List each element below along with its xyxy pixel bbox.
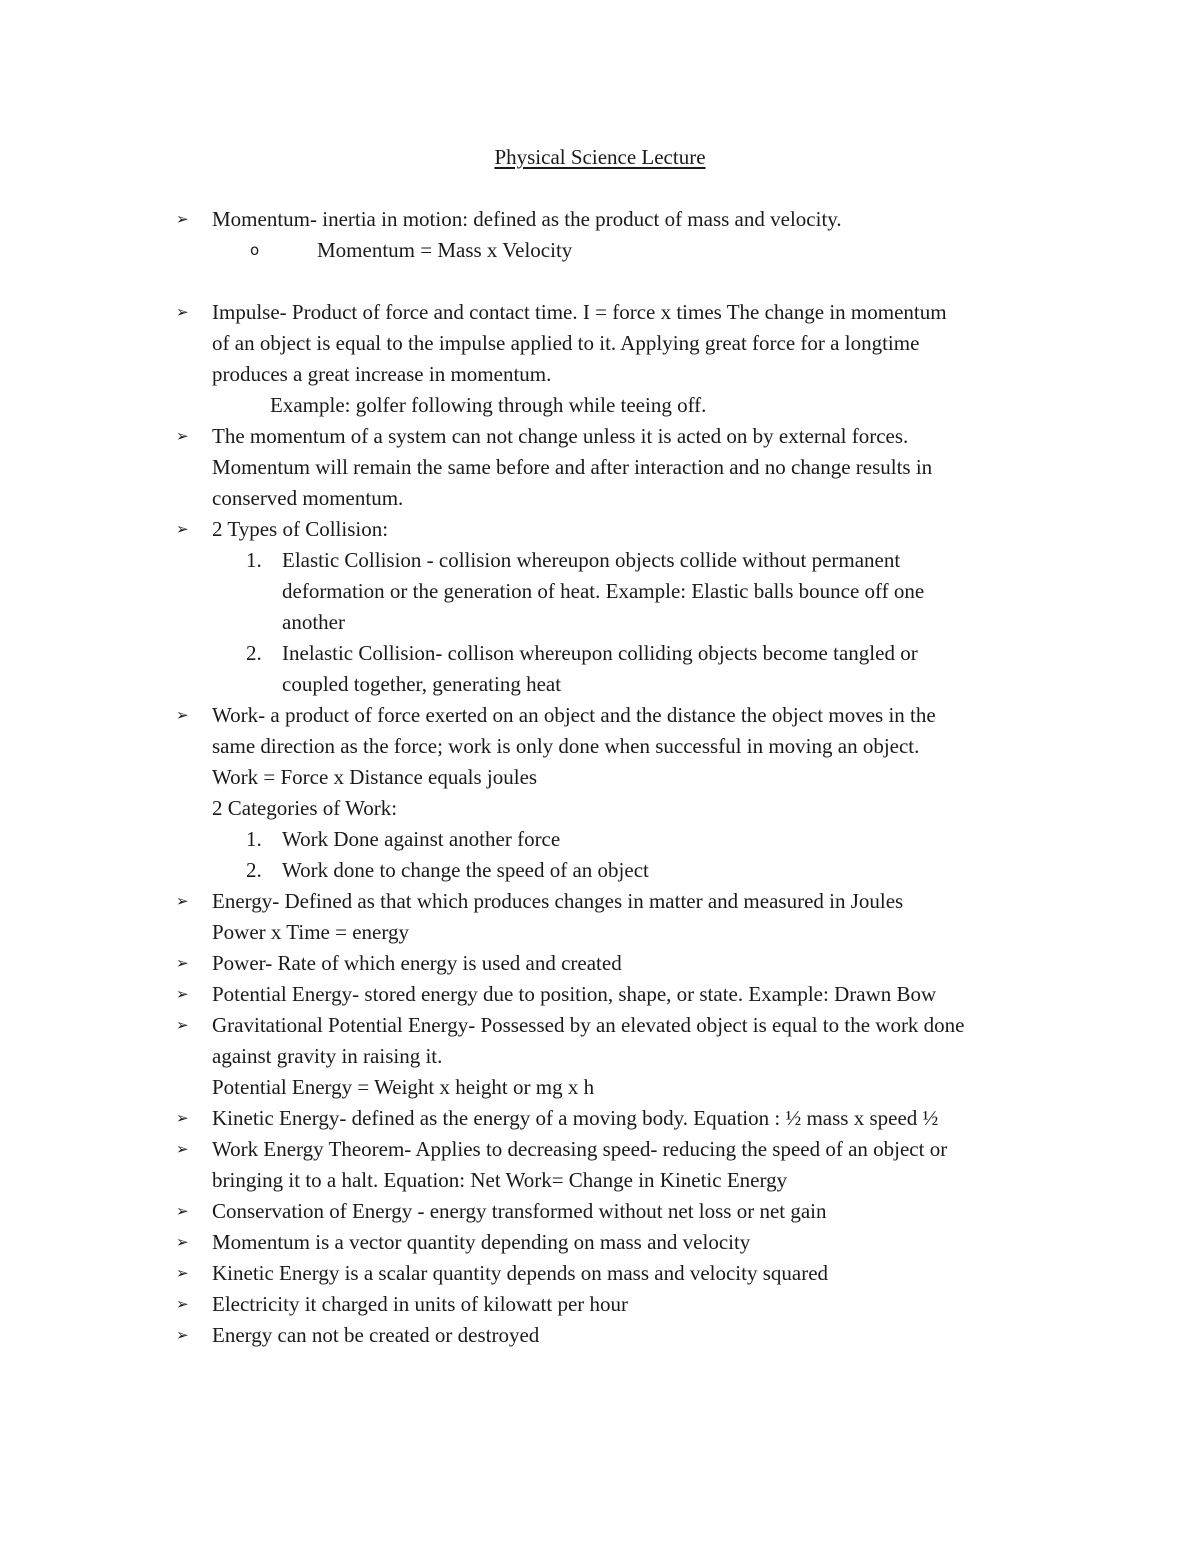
arrow-bullet-icon: ➢ — [176, 1326, 189, 1344]
text-line: Momentum- inertia in motion: defined as the product of mass and velocity. — [212, 207, 842, 231]
text-line: Work = Force x Distance equals joules — [212, 765, 538, 789]
text-line: against gravity in raising it. — [212, 1044, 443, 1068]
text-line: Work- a product of force exerted on an object and the distance the object moves in the — [212, 703, 936, 727]
text-line: 2 Categories of Work: — [212, 796, 398, 820]
text-line: Potential Energy- stored energy due to position, shape, or state. Example: Drawn Bow — [212, 982, 937, 1006]
text-line: Energy can not be created or destroyed — [212, 1323, 540, 1347]
text-line: Gravitational Potential Energy- Possessed by an elevated object is equal to the work done — [212, 1013, 965, 1037]
text-line: another — [282, 610, 345, 634]
text-line: Inelastic Collision- collison whereupon colliding objects become tangled or — [282, 641, 918, 665]
arrow-bullet-icon: ➢ — [176, 1140, 189, 1158]
arrow-bullet-icon: ➢ — [176, 1233, 189, 1251]
text-line: Work Done against another force — [282, 827, 561, 851]
arrow-bullet-icon: ➢ — [176, 520, 189, 538]
text-line: Conservation of Energy - energy transformed without net loss or net gain — [212, 1199, 827, 1223]
arrow-bullet-icon: ➢ — [176, 1109, 189, 1127]
text-line: Work done to change the speed of an object — [282, 858, 649, 882]
text-line: Momentum = Mass x Velocity — [317, 238, 573, 262]
arrow-bullet-icon: ➢ — [176, 1016, 189, 1034]
text-line: Kinetic Energy- defined as the energy of a moving body. Equation : ½ mass x speed ½ — [212, 1106, 939, 1130]
document-title: Physical Science Lecture — [494, 145, 706, 169]
text-line: Elastic Collision - collision whereupon objects collide without permanent — [282, 548, 901, 572]
text-line: same direction as the force; work is only done when successful in moving an object. — [212, 734, 920, 758]
text-line: coupled together, generating heat — [282, 672, 562, 696]
text-line: Work Energy Theorem- Applies to decreasing speed- reducing the speed of an object or — [212, 1137, 948, 1161]
list-number: 2. — [246, 641, 262, 665]
text-line: Impulse- Product of force and contact time. I = force x times The change in momentum — [212, 300, 947, 324]
arrow-bullet-icon: ➢ — [176, 210, 189, 228]
text-line: Electricity it charged in units of kilowatt per hour — [212, 1292, 629, 1316]
arrow-bullet-icon: ➢ — [176, 1295, 189, 1313]
text-line: Momentum will remain the same before and after interaction and no change results in — [212, 455, 933, 479]
text-line: The momentum of a system can not change unless it is acted on by external forces. — [212, 424, 909, 448]
text-line: Energy- Defined as that which produces changes in matter and measured in Joules — [212, 889, 904, 913]
arrow-bullet-icon: ➢ — [176, 1264, 189, 1282]
text-line: conserved momentum. — [212, 486, 404, 510]
text-line: produces a great increase in momentum. — [212, 362, 552, 386]
arrow-bullet-icon: ➢ — [176, 303, 189, 321]
text-line: Power- Rate of which energy is used and created — [212, 951, 622, 975]
list-number: 2. — [246, 858, 262, 882]
text-line: Example: golfer following through while teeing off. — [270, 393, 707, 417]
text-line: Kinetic Energy is a scalar quantity depends on mass and velocity squared — [212, 1261, 829, 1285]
circle-bullet-icon: o — [250, 241, 260, 259]
list-number: 1. — [246, 827, 262, 851]
text-line: of an object is equal to the impulse applied to it. Applying great force for a longtime — [212, 331, 920, 355]
text-line: bringing it to a halt. Equation: Net Work= Change in Kinetic Energy — [212, 1168, 788, 1192]
text-line: 2 Types of Collision: — [212, 517, 389, 541]
arrow-bullet-icon: ➢ — [176, 1202, 189, 1220]
arrow-bullet-icon: ➢ — [176, 427, 189, 445]
text-line: deformation or the generation of heat. Example: Elastic balls bounce off one — [282, 579, 925, 603]
text-line: Power x Time = energy — [212, 920, 409, 944]
arrow-bullet-icon: ➢ — [176, 706, 189, 724]
arrow-bullet-icon: ➢ — [176, 954, 189, 972]
arrow-bullet-icon: ➢ — [176, 985, 189, 1003]
arrow-bullet-icon: ➢ — [176, 892, 189, 910]
text-line: Potential Energy = Weight x height or mg x h — [212, 1075, 595, 1099]
text-line: Momentum is a vector quantity depending on mass and velocity — [212, 1230, 751, 1254]
list-number: 1. — [246, 548, 262, 572]
